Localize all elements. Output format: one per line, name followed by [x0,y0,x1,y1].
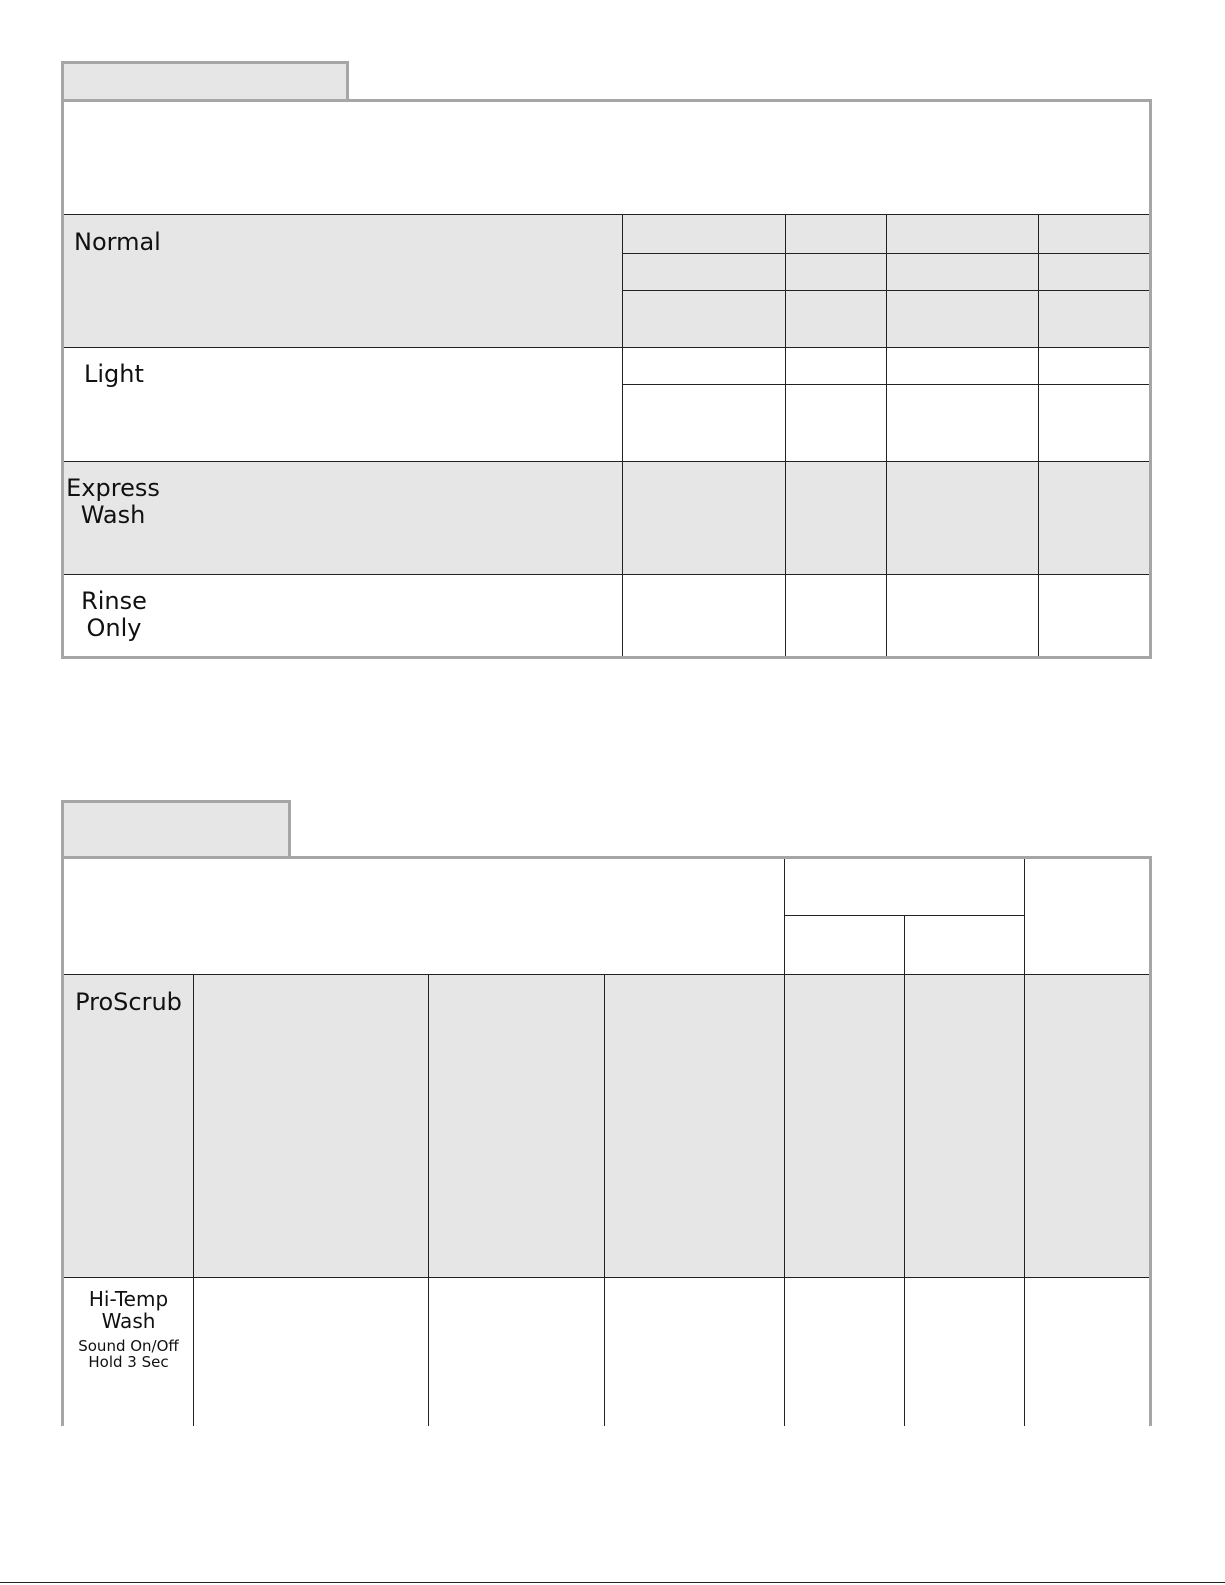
option-label-proscrub: ProScrub [75,988,182,1016]
cycle-label-rinse-only [74,588,154,642]
cycles-table-frame [61,99,1152,659]
option-label-hi-temp-wash-line1: Hi-Temp [88,1287,169,1311]
options-table-tab [61,800,291,858]
options-table-frame [61,856,1152,1426]
option-sublabel-sound-line1: Sound On/Off [78,1337,179,1355]
cycle-label-express-wash-line2: Wash [80,501,146,529]
cycle-label-express-wash [64,475,162,529]
cycle-label-normal: Normal [74,228,161,256]
cycle-label-rinse-only-line2: Only [86,614,142,642]
cycle-label-light: Light [84,360,144,388]
option-sublabel-sound-line2: Hold 3 Sec [88,1353,169,1371]
cycle-label-express-wash-line1: Express [66,474,160,502]
cycle-label-rinse-only-line1: Rinse [81,587,147,615]
page-bottom-rule [0,1582,1225,1583]
cycles-table-tab [61,61,349,101]
option-label-hi-temp-wash-line2: Wash [101,1309,156,1333]
option-label-hi-temp-wash [64,1288,193,1370]
